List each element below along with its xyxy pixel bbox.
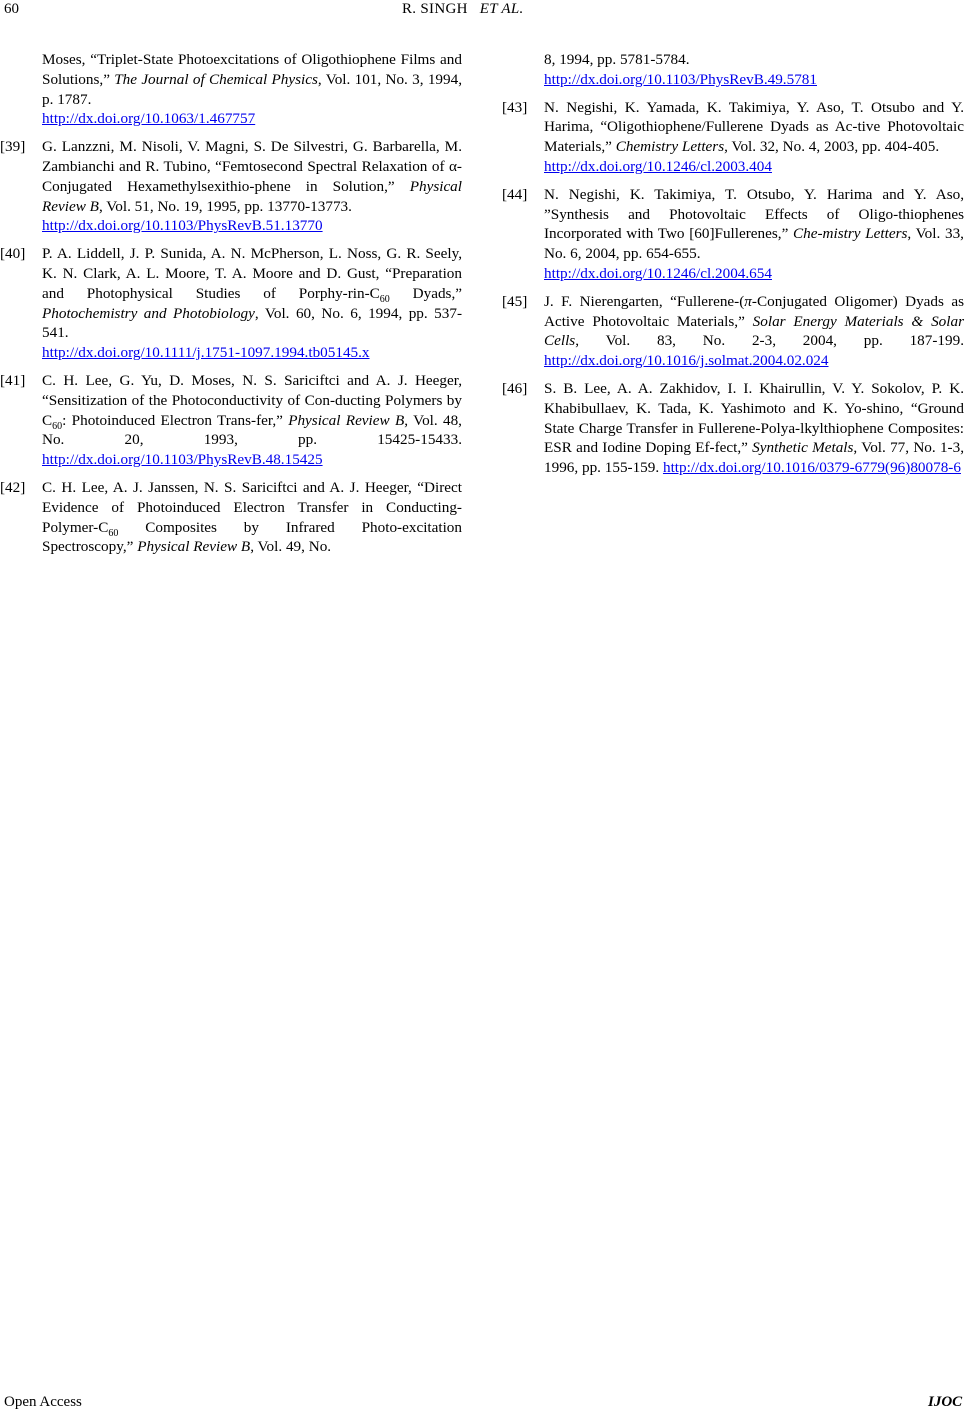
reference-text: C. H. Lee, A. J. Janssen, N. S. Sariciftci and A. J. Heeger, “Direct Evidence of Photoinduced Electron Transfer in Conducting-Polymer-C xyxy=(42,478,462,536)
running-head xyxy=(402,1,524,18)
reference-43 xyxy=(502,98,964,177)
journal-title: The Journal of Chemical Physics xyxy=(114,70,318,88)
journal-title: Physical Review B xyxy=(42,177,462,215)
running-head-author: R. SINGH xyxy=(402,1,468,17)
doi-link[interactable]: http://dx.doi.org/10.1063/1.467757 xyxy=(42,110,256,128)
reference-number: [44] xyxy=(502,185,528,203)
page-number: 60 xyxy=(4,1,19,17)
reference-text: Composites by Infrared Photo-excitation Spectroscopy,” xyxy=(42,518,462,556)
doi-link[interactable]: http://dx.doi.org/10.1103/PhysRevB.51.13770 xyxy=(42,217,323,235)
reference-text: C. H. Lee, G. Yu, D. Moses, N. S. Sariciftci and A. J. Heeger, “Sensitization of the Photoconductivity of Con-ducting Polymers by C xyxy=(42,371,462,429)
reference-45 xyxy=(502,292,964,371)
reference-number: [39] xyxy=(0,138,26,156)
reference-text: , Vol. 48, No. 20, 1993, pp. 15425-15433. xyxy=(42,411,462,449)
reference-text: Moses, “Triplet-State Photoexcitations of Oligothiophene Films and Solutions,” xyxy=(42,51,462,88)
reference-text: , Vol. 77, No. 1-3, 1996, pp. 155-159. xyxy=(544,439,964,477)
reference-text: P. A. Liddell, J. P. Sunida, A. N. McPherson, L. Noss, G. R. Seely, K. N. Clark, A. L. Moore, T. A. Moore and D. Gust, “Preparation and Photophysical Studies of Porphy-rin-C xyxy=(42,245,462,302)
reference-number: [46] xyxy=(502,379,528,397)
journal-title: Photochemistry and Photobiology xyxy=(42,304,255,322)
reference-42-continued xyxy=(502,50,964,90)
doi-link[interactable]: http://dx.doi.org/10.1246/cl.2004.654 xyxy=(544,264,772,282)
reference-text: G. Lanzzni, M. Nisoli, V. Magni, S. De Silvestri, G. Barbarella, M. Zambianchi and R. Tubino, “Femtosecond Spectral Relaxation of α-Conjugated Hexamethylsexithio-phene in Solution,” xyxy=(42,138,462,195)
reference-number: [41] xyxy=(0,371,26,389)
reference-text: , Vol. 101, No. 3, 1994, p. 1787. xyxy=(42,70,462,108)
reference-text: , Vol. 32, No. 4, 2003, pp. 404-405. xyxy=(724,138,940,156)
reference-text: 8, 1994, pp. 5781-5784. xyxy=(544,51,690,68)
reference-42 xyxy=(0,478,462,557)
open-access-label: Open Access xyxy=(4,1394,82,1410)
reference-text: Dyads,” xyxy=(389,284,462,302)
subscript: 60 xyxy=(52,420,63,432)
reference-text: , Vol. 60, No. 6, 1994, pp. 537-541. xyxy=(42,304,463,342)
reference-text: : Photoinduced Electron Trans-fer,” xyxy=(62,411,289,429)
reference-44 xyxy=(502,185,964,284)
doi-link[interactable]: http://dx.doi.org/10.1111/j.1751-1097.1994.tb05145.x xyxy=(42,344,370,362)
page-header xyxy=(0,0,965,24)
doi-link[interactable]: http://dx.doi.org/10.1016/j.solmat.2004.02.024 xyxy=(544,352,829,370)
reference-text: , Vol. 49, No. xyxy=(250,538,332,556)
reference-text: , Vol. 83, No. 2-3, 2004, pp. 187-199. xyxy=(575,332,964,350)
journal-title: Physical Review B xyxy=(288,411,405,429)
journal-title: Solar Energy Materials & Solar Cells xyxy=(544,312,964,350)
reference-text: , Vol. 33, No. 6, 2004, pp. 654-655. xyxy=(544,225,964,263)
doi-link[interactable]: http://dx.doi.org/10.1103/PhysRevB.49.5781 xyxy=(544,70,817,88)
reference-number: [42] xyxy=(0,478,26,496)
reference-number: [45] xyxy=(502,292,528,310)
reference-text: J. F. Nierengarten, “Fullerene-( xyxy=(544,292,745,310)
right-column xyxy=(502,50,964,486)
left-column xyxy=(0,50,462,565)
journal-title: Che-mistry Letters xyxy=(793,225,908,243)
doi-link[interactable]: http://dx.doi.org/10.1246/cl.2003.404 xyxy=(544,157,772,175)
reference-text: -Conjugated Oligomer) Dyads as Active Photovoltaic Materials,” xyxy=(544,292,964,330)
reference-46 xyxy=(502,379,964,478)
journal-title: Physical Review B xyxy=(137,538,251,556)
journal-title: Chemistry Letters xyxy=(615,138,725,156)
pi-symbol: π xyxy=(744,292,752,310)
reference-number: [43] xyxy=(502,98,528,116)
reference-number: [40] xyxy=(0,245,26,263)
reference-text: S. B. Lee, A. A. Zakhidov, I. I. Khairullin, V. Y. Sokolov, P. K. Khabibullaev, K. Tada, K. Yashimoto and K. Yo-shino, “Ground State Charge Transfer in Fullerene-Polya-lkylthiophene Composites: ESR and Iodine Doping Ef-fect,” xyxy=(544,379,964,457)
reference-39 xyxy=(0,137,462,236)
running-head-et-al: ET AL. xyxy=(479,1,524,17)
doi-link[interactable]: http://dx.doi.org/10.1016/0379-6779(96)80078-6 xyxy=(662,459,961,477)
reference-38-continued xyxy=(0,50,462,129)
subscript: 60 xyxy=(108,527,119,539)
journal-title: Synthetic Metals xyxy=(752,439,854,457)
journal-abbrev: IJOC xyxy=(928,1394,963,1410)
doi-link[interactable]: http://dx.doi.org/10.1103/PhysRevB.48.15425 xyxy=(42,451,323,469)
reference-text: N. Negishi, K. Yamada, K. Takimiya, Y. Aso, T. Otsubo and Y. Harima, “Oligothiophene/Fullerene Dyads as Ac-tive Photovoltaic Materials,” xyxy=(544,98,964,156)
subscript: 60 xyxy=(379,293,390,305)
reference-40 xyxy=(0,244,462,363)
reference-text: , Vol. 51, No. 19, 1995, pp. 13770-13773. xyxy=(98,197,352,215)
reference-text: N. Negishi, K. Takimiya, T. Otsubo, Y. Harima and Y. Aso, ”Synthesis and Photovoltaic Effects of Oligo-thiophenes Incorporated with Two [60]Fullerenes,” xyxy=(544,185,964,243)
reference-41 xyxy=(0,371,462,470)
